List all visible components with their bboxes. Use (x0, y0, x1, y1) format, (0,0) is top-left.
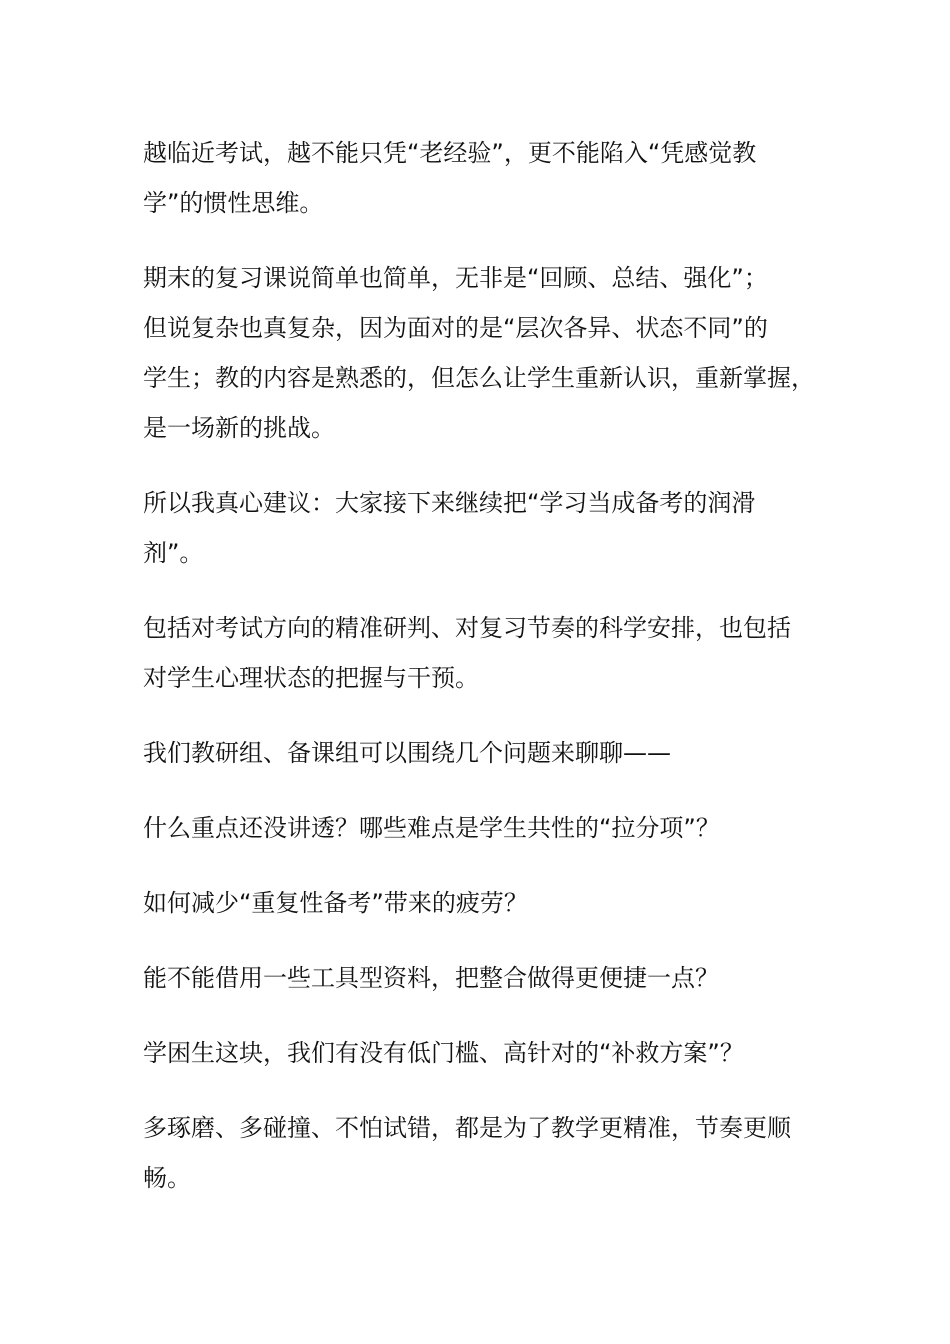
article-body (143, 128, 815, 1228)
paragraph-conclusion: 多琢磨、多碰撞、不怕试错，都是为了教学更精准，节奏更顺 畅。 (143, 1114, 791, 1192)
question-reduce-fatigue: 如何减少“重复性备考”带来的疲劳？ (143, 889, 528, 917)
paragraph-review-class: 期末的复习课说简单也简单，无非是“回顾、总结、强化”； 但说复杂也真复杂，因为面对的是“层次各异、状态不同”的 学生；教的内容是熟悉的，但怎么让学生重新认识，重新掌握， 是一场新的挑战。 (143, 264, 815, 442)
question-struggling-students: 学困生这块，我们有没有低门槛、高针对的“补救方案”？ (143, 1039, 744, 1067)
question-key-points: 什么重点还没讲透？哪些难点是学生共性的“拉分项”？ (143, 814, 720, 842)
paragraph-discussion-intro: 我们教研组、备课组可以围绕几个问题来聊聊—— (143, 739, 671, 767)
paragraph-scope: 包括对考试方向的精准研判、对复习节奏的科学安排，也包括 对学生心理状态的把握与干预。 (143, 614, 791, 692)
paragraph-exam-mindset: 越临近考试，越不能只凭“老经验”，更不能陷入“凭感觉教 学”的惯性思维。 (143, 139, 757, 217)
question-tools: 能不能借用一些工具型资料，把整合做得更便捷一点？ (143, 964, 719, 992)
paragraph-suggestion: 所以我真心建议：大家接下来继续把“学习当成备考的润滑 剂”。 (143, 489, 756, 567)
